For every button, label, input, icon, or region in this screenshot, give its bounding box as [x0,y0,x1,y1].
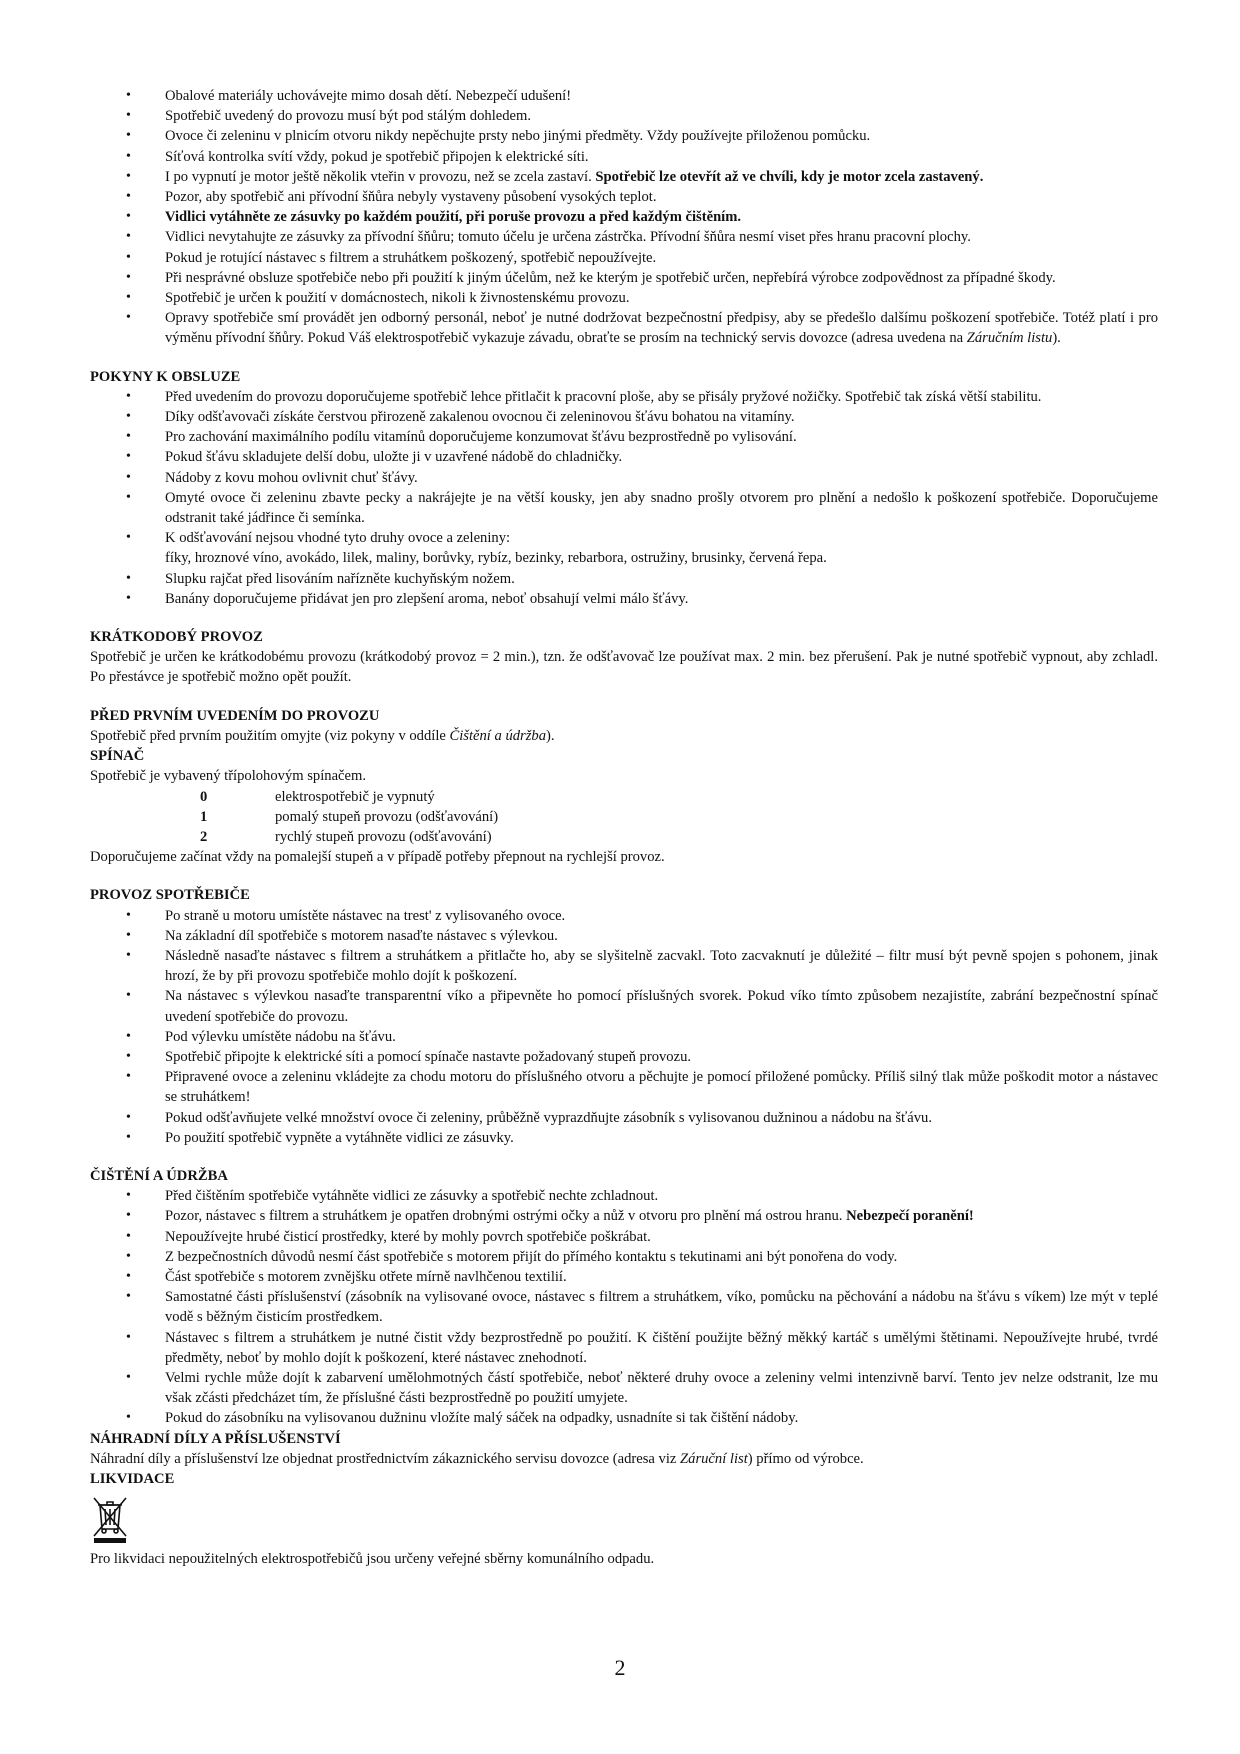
switch-position-1: 1 pomalý stupeň provozu (odšťavování) [200,808,499,825]
likvidace-text: Pro likvidaci nepoužitelných elektrospotřebičů jsou určeny veřejné sběrny komunálního odpadu. [90,1551,655,1568]
list-item: • Z bezpečnostních důvodů nesmí část spotřebiče s motorem přijít do přímého kontaktu s tekutinami ani být ponořena do vody. [90,1247,1158,1267]
list-item: • Nepoužívejte hrubé čisticí prostředky, které by mohly povrch spotřebiče poškrábat. [90,1227,1158,1247]
section-title-likvidace: LIKVIDACE [90,1471,175,1487]
spinac-note: Doporučujeme začínat vždy na pomalejší stupeň a v případě potřeby přepnout na rychlejší provoz. [90,849,665,866]
obsluha-list [90,387,1158,609]
list-item: • Při nesprávné obsluze spotřebiče nebo při použití k jiným účelům, než ke kterým je spotřebič určen, nepřebírá výrobce zodpovědnost za případné škody. [90,268,1158,288]
list-item: • Pokud odšťavňujete velké množství ovoce či zeleniny, průběžně vyprazdňujte zásobník s vylisovanou dužninou a nádobu na šťávu. [90,1108,1158,1128]
list-item: • Nástavec s filtrem a struhátkem je nutné čistit vždy bezprostředně po použití. K čištění použijte běžný měkký kartáč s umělými štětinami. Nepoužívejte hrubé, tvrdé předměty, neboť by mohlo dojít k poškození, které nástavec znehodnotí. [90,1328,1158,1368]
list-item: • Na základní díl spotřebiče s motorem nasaďte nástavec s výlevkou. [90,926,1158,946]
list-item: • K odšťavování nejsou vhodné tyto druhy ovoce a zeleniny: fíky, hroznové víno, avokádo, lilek, maliny, borůvky, rybíz, bezinky, rebarbora, ostružiny, brusinky, červená řepa. [90,528,1158,568]
list-item: • Slupku rajčat před lisováním nařízněte kuchyňským nožem. [90,569,1158,589]
list-item: • Spotřebič připojte k elektrické síti a pomocí spínače nastavte požadovaný stupeň provozu. [90,1047,1158,1067]
list-item: • Na nástavec s výlevkou nasaďte transparentní víko a připevněte ho pomocí příslušných svorek. Pokud víko tímto způsobem nezajistíte, zabrání bezpečnostní spínač uvedení spotřebiče do provozu. [90,986,1158,1026]
weee-crossed-bin-icon [90,1493,130,1543]
list-item: • Pozor, aby spotřebič ani přívodní šňůra nebyly vystaveny působení vysokých teplot. [90,187,1158,207]
list-item: • Část spotřebiče s motorem zvnějšku otřete mírně navlhčenou textilií. [90,1267,1158,1287]
switch-position-0: 0 elektrospotřebič je vypnutý [200,788,435,805]
switch-position-2: 2 rychlý stupeň provozu (odšťavování) [200,828,492,845]
section-title-prvni: PŘED PRVNÍM UVEDENÍM DO PROVOZU [90,707,380,724]
section-title-obsluha: POKYNY K OBSLUZE [90,368,241,385]
list-item: • Banány doporučujeme přidávat jen pro zlepšení aroma, neboť obsahují velmi málo šťávy. [90,589,1158,609]
list-item: • Pod výlevku umístěte nádobu na šťávu. [90,1027,1158,1047]
section-title-cisteni: ČIŠTĚNÍ A ÚDRŽBA [90,1167,228,1184]
list-item: • Následně nasaďte nástavec s filtrem a struhátkem a přitlačte ho, aby se slyšitelně zacvakl. Toto zacvaknutí je důležité – filtr musí být pevně spojen s pohonem, jinak hrozí, že by při provozu spotřebiče mohlo dojít k poškození. [90,946,1158,986]
spinac-intro: Spotřebič je vybavený třípolohovým spínačem. [90,768,367,785]
list-item: • Pokud šťávu skladujete delší dobu, uložte ji v uzavřené nádobě do chladničky. [90,447,1158,467]
list-item: • Omyté ovoce či zeleninu zbavte pecky a nakrájejte je na větší kousky, jen aby snadno prošly otvorem pro plnění a nedošlo k poškození spotřebiče. Doporučujeme odstranit také jádřince či semínka. [90,488,1158,528]
list-item: • I po vypnutí je motor ještě několik vteřin v provozu, než se zcela zastaví. Spotřebič lze otevřít až ve chvíli, kdy je motor zcela zastavený. [90,167,1158,187]
dily-text: Náhradní díly a příslušenství lze objednat prostřednictvím zákaznického servisu dovozce (adresa viz Záruční list) přímo od výrobce. [90,1450,864,1467]
provoz-list [90,906,1158,1148]
list-item: • Spotřebič uvedený do provozu musí být pod stálým dohledem. [90,106,1158,126]
list-item: • Pozor, nástavec s filtrem a struhátkem je opatřen drobnými ostrými očky a nůž v otvoru pro plnění má ostrou hranu. Nebezpečí poranění! [90,1206,1158,1226]
kratkodoby-text: Spotřebič je určen ke krátkodobému provozu (krátkodobý provoz = 2 min.), tzn. že odšťavovač lze používat max. 2 min. bez přerušení. Pak je nutné spotřebič vypnout, aby zchladl. Po přestávce je spotřebič možno opět použít. [90,649,1158,686]
section-title-provoz: PROVOZ SPOTŘEBIČE [90,887,250,904]
page-number: 2 [614,1655,626,1680]
list-item: • Ovoce či zeleninu v plnicím otvoru nikdy nepěchujte prsty nebo jinými předměty. Vždy používejte přiloženou pomůcku. [90,126,1158,146]
list-item: • Před uvedením do provozu doporučujeme spotřebič lehce přitlačit k pracovní ploše, aby se přisály pryžové nožičky. Spotřebič tak získá větší stabilitu. [90,387,1158,407]
section-title-kratkodoby: KRÁTKODOBÝ PROVOZ [90,629,263,646]
list-item: • Po použití spotřebič vypněte a vytáhněte vidlici ze zásuvky. [90,1128,1158,1148]
list-item: • Pokud je rotující nástavec s filtrem a struhátkem poškozený, spotřebič nepoužívejte. [90,248,1158,268]
list-item: • Vidlici nevytahujte ze zásuvky za přívodní šňůru; tomuto účelu je určena zástrčka. Přívodní šňůra nesmí viset přes hranu pracovní plochy. [90,227,1158,247]
list-item: • Velmi rychle může dojít k zabarvení umělohmotných částí spotřebiče, neboť některé druhy ovoce a zeleniny velmi intenzivně barví. Tento jev nelze odstranit, lze mu však zčásti předcházet tím, že příslušné části bezprostředně po použití umyjete. [90,1368,1158,1408]
section-title-spinac: SPÍNAČ [90,748,145,765]
list-item: • Pro zachování maximálního podílu vitamínů doporučujeme konzumovat šťávu bezprostředně po vylisování. [90,427,1158,447]
document-body [90,86,1158,1570]
prvni-text: Spotřebič před prvním použitím omyjte (viz pokyny v oddíle Čištění a údržba). [90,727,555,744]
list-item: • Nádoby z kovu mohou ovlivnit chuť šťávy. [90,468,1158,488]
list-item: • Vidlici vytáhněte ze zásuvky po každém použití, při poruše provozu a před každým čištěním. [90,207,1158,227]
unsuitable-fruits: fíky, hroznové víno, avokádo, lilek, maliny, borůvky, rybíz, bezinky, rebarbora, ostružiny, brusinky, červená řepa. [165,550,827,567]
list-item: • Díky odšťavovači získáte čerstvou přirozeně zakalenou ovocnou či zeleninovou šťávu bohatou na vitamíny. [90,407,1158,427]
list-item: • Připravené ovoce a zeleninu vkládejte za chodu motoru do příslušného otvoru a pěchujte je pomocí přiložené pomůcky. Příliš silný tlak může poškodit motor a nástavec se struhátkem! [90,1067,1158,1107]
cisteni-list [90,1186,1158,1428]
list-item: • Opravy spotřebiče smí provádět jen odborný personál, neboť je nutné dodržovat bezpečnostní předpisy, aby se předešlo dalšímu poškození spotřebiče. Totéž platí i pro výměnu přívodní šňůry. Pokud Váš elektrospotřebič vykazuje závadu, obraťte se prosím na technický servis dovozce (adresa uvedena na Záručním listu). [90,308,1158,348]
list-item: • Obalové materiály uchovávejte mimo dosah dětí. Nebezpečí udušení! [90,86,1158,106]
safety-list [90,86,1158,349]
list-item: • Spotřebič je určen k použití v domácnostech, nikoli k živnostenskému provozu. [90,288,1158,308]
list-item: • Pokud do zásobníku na vylisovanou dužninu vložíte malý sáček na odpadky, usnadníte si tak čištění nádoby. [90,1408,1158,1428]
list-item: • Po straně u motoru umístěte nástavec na trest' z vylisovaného ovoce. [90,906,1158,926]
list-item: • Před čištěním spotřebiče vytáhněte vidlici ze zásuvky a spotřebič nechte zchladnout. [90,1186,1158,1206]
section-title-dily: NÁHRADNÍ DÍLY A PŘÍSLUŠENSTVÍ [90,1430,341,1447]
list-item: • Samostatné části příslušenství (zásobník na vylisované ovoce, nástavec s filtrem a struhátkem, víko, pomůcku na pěchování a nádobu na šťávu s víkem) lze mýt v teplé vodě s běžným čisticím prostředkem. [90,1287,1158,1327]
list-item: • Síťová kontrolka svítí vždy, pokud je spotřebič připojen k elektrické síti. [90,147,1158,167]
